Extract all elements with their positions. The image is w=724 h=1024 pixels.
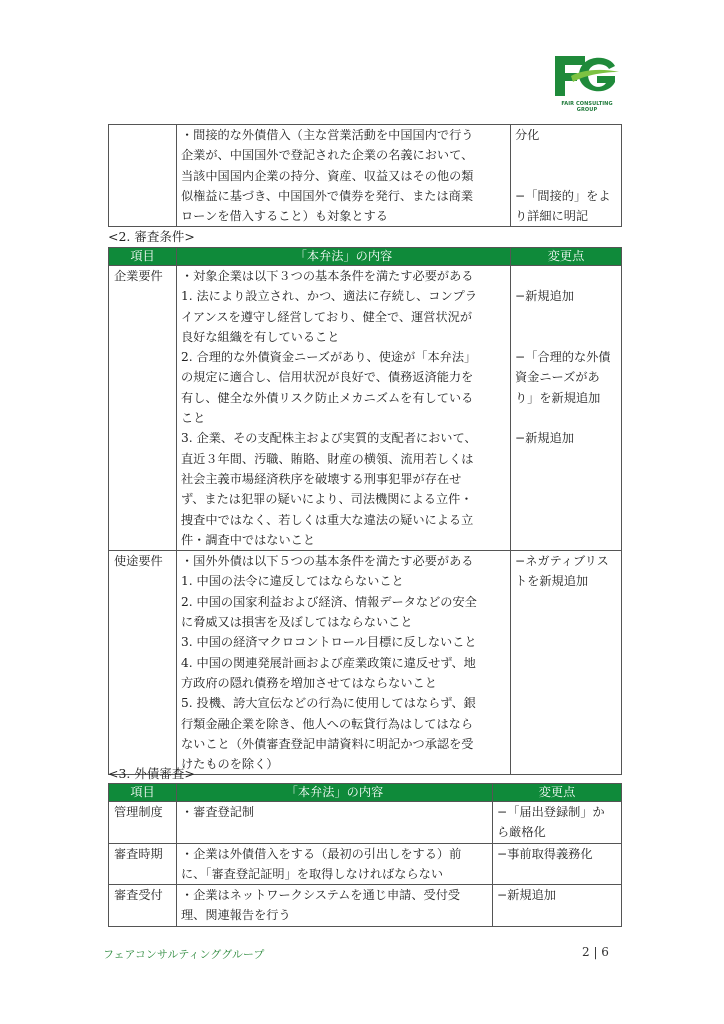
table-header-row [109, 784, 622, 802]
content-line: 行類金融企業を除き、他人への転貸行為はしてはなら [181, 716, 474, 731]
table-row [109, 551, 622, 775]
content-cell [177, 802, 493, 844]
change-line: −事前取得義務化 [497, 846, 593, 861]
change-line: り」を新規追加 [515, 390, 601, 405]
content-line: 2. 中国の国家利益および経済、情報データなどの安全 [181, 594, 477, 609]
external-debt-review-table [108, 783, 622, 927]
content-line: こと [181, 411, 206, 426]
content-line: イアンスを遵守し経営しており、健全で、運営状況が [181, 309, 473, 324]
header-content: 「本弁法」の内容 [177, 784, 493, 802]
content-line: 1. 中国の法令に違反してはならないこと [181, 574, 404, 589]
change-line: −ネガティブリス [515, 554, 609, 569]
content-cell [177, 885, 493, 927]
content-line: に、「審査登記証明」を取得しなければならない [181, 866, 444, 881]
content-cell [177, 843, 493, 885]
content-line: ・対象企業は以下３つの基本条件を満たす必要がある [181, 269, 474, 283]
row-label: 管理制度 [109, 802, 177, 844]
content-line: ・国外外債は以下５つの基本条件を満たす必要がある [181, 554, 474, 569]
company-logo [551, 52, 621, 100]
section-title: <3. 外債審査> [108, 766, 195, 781]
content-line: 5. 投機、誇大宣伝などの行為に使用してはならず、銀 [181, 696, 476, 711]
table-row [109, 266, 622, 551]
content-line: ローンを借入すること）も対象とする [181, 209, 388, 224]
change-cell [493, 802, 622, 844]
top-table [108, 124, 622, 227]
table-header-row [109, 248, 622, 266]
header-item: 項目 [109, 248, 177, 266]
table-row [109, 885, 622, 927]
content-line: 捜査中ではなく、若しくは重大な違法の疑いによる立 [181, 512, 474, 527]
content-line: 4. 中国の関連発展計画および産業政策に違反せず、地 [181, 655, 476, 670]
row-label: 審査時期 [109, 843, 177, 885]
content-line: 当該中国国内企業の持分、資産、収益又はその他の類 [181, 168, 474, 183]
fcg-logo-icon [551, 52, 621, 100]
row-label: 使途要件 [109, 551, 177, 775]
review-conditions-table [108, 247, 622, 775]
content-line: 1. 法により設立され、かつ、適法に存続し、コンプラ [181, 289, 478, 304]
content-cell [177, 125, 511, 227]
content-line: 有し、健全な外債リスク防止メカニズムを有している [181, 390, 474, 405]
row-label: 企業要件 [109, 266, 177, 551]
content-line: 良好な組織を有していること [181, 329, 340, 344]
change-line: −「届出登録制」か [497, 805, 605, 819]
page-number: 2 | 6 [582, 945, 609, 959]
change-line: ら厳格化 [497, 825, 546, 840]
content-line: ・審査登記制 [181, 805, 255, 819]
row-label: 審査受付 [109, 885, 177, 927]
content-line: 3. 中国の経済マクロコントロール目標に反しないこと [181, 635, 477, 650]
content-cell [177, 266, 511, 551]
content-line: けたものを除く） [181, 757, 279, 772]
content-line: 似権益に基づき、中国国外で債券を発行、または商業 [181, 188, 474, 203]
logo-text: FAIR CONSULTING GROUP [561, 101, 613, 113]
change-line: 資金ニーズがあ [515, 370, 600, 385]
content-line: 件・調査中ではないこと [181, 532, 316, 547]
table-row [109, 125, 622, 227]
change-line: −「合理的な外債 [515, 350, 611, 365]
change-cell [511, 266, 622, 551]
content-line: 2. 合理的な外債資金ニーズがあり、使途が「本弁法」 [181, 350, 477, 365]
change-cell [493, 885, 622, 927]
table-row [109, 843, 622, 885]
change-cell [511, 551, 622, 775]
change-cell [493, 843, 622, 885]
change-cell [511, 125, 622, 227]
content-line: ・企業は外債借入をする（最初の引出しをする）前 [181, 846, 462, 861]
footer-company: フェアコンサルティンググループ [103, 948, 265, 961]
label-cell [109, 125, 177, 227]
content-line: ・企業はネットワークシステムを通じ申請、受付受 [181, 888, 461, 903]
content-line: 社会主義市場経済秩序を破壊する刑事犯罪が存在せ [181, 471, 462, 486]
content-line: に脅威又は損害を及ぼしてはならないこと [181, 615, 413, 630]
content-line: 企業が、中国国外で登記された企業の名義において、 [181, 148, 474, 163]
content-cell [177, 551, 511, 775]
content-line: 方政府の隠れ債務を増加させてはならないこと [181, 675, 437, 690]
header-content: 「本弁法」の内容 [177, 248, 511, 266]
change-line: −「間接的」をよ [515, 188, 611, 203]
change-line: り詳細に明記 [515, 209, 589, 224]
content-line: ないこと（外債審査登記申請資料に明記かつ承認を受 [181, 736, 474, 751]
content-line: ず、または犯罪の疑いにより、司法機関による立件・ [181, 492, 473, 507]
content-line: 直近３年間、汚職、賄賂、財産の横領、流用若しくは [181, 451, 474, 466]
content-line: ・間接的な外債借入（主な営業活動を中国国内で行う [181, 128, 474, 142]
header-change: 変更点 [511, 248, 622, 266]
header-item: 項目 [109, 784, 177, 802]
section-title: <2. 審査条件> [108, 229, 195, 244]
change-line: −新規追加 [515, 289, 574, 304]
content-line: 3. 企業、その支配株主および実質的支配者において、 [181, 431, 477, 446]
change-line: −新規追加 [497, 888, 556, 903]
change-line: −新規追加 [515, 431, 574, 446]
change-line: 分化 [515, 128, 540, 142]
content-line: の規定に適合し、信用状況が良好で、債務返済能力を [181, 370, 474, 385]
change-line: トを新規追加 [515, 574, 589, 589]
content-line: 理、関連報告を行う [181, 908, 291, 923]
header-change: 変更点 [493, 784, 622, 802]
table-row [109, 802, 622, 844]
